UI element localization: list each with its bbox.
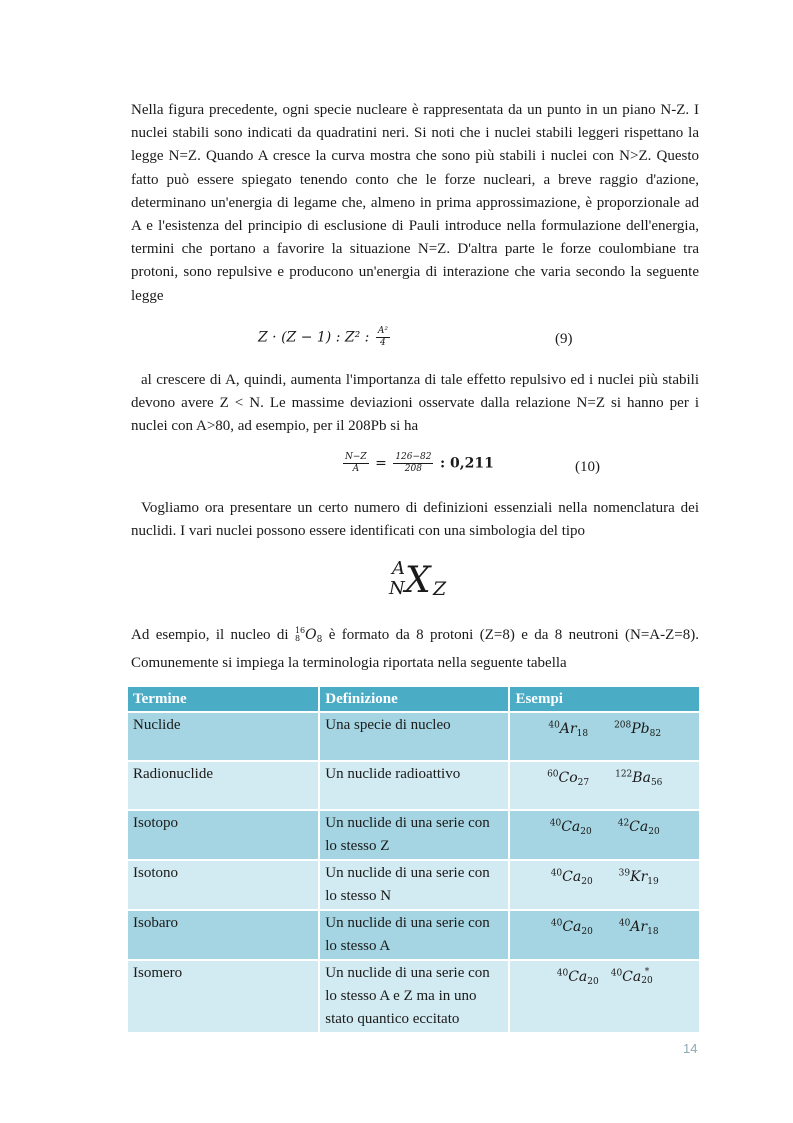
equation-10-result: : 0,211 xyxy=(439,455,494,472)
inline-oxygen-nucleus xyxy=(295,627,322,643)
equation-10-equals: = xyxy=(375,455,387,472)
equation-9 xyxy=(258,326,392,349)
nuclide-symbol-mass: A xyxy=(392,558,405,579)
paragraph-example xyxy=(131,624,699,675)
equation-10-number: (10) xyxy=(575,459,600,475)
term-cell: Nuclide xyxy=(127,712,319,761)
definition-cell: Un nuclide di una serie con lo stesso Z xyxy=(319,810,509,860)
paragraph-repulsive-text: al crescere di A, quindi, aumenta l'importanza di tale effetto repulsivo ed i nuclei più stabili devono avere Z < N. Le massime deviazioni osservate dalla relazione N=Z si hanno per i nuclei con A>80, ad esempio, per il 208Pb si ha xyxy=(131,372,699,435)
table-row xyxy=(127,860,700,910)
term-cell: Isotopo xyxy=(127,810,319,860)
nuclide-symbol-neutrons: N xyxy=(389,578,405,599)
term-cell: Isotono xyxy=(127,860,319,910)
paragraph-example-before: Ad esempio, il nucleo di xyxy=(131,627,295,643)
paragraph-intro: Nella figura precedente, ogni specie nucleare è rappresentata da un punto in un piano N-Z. I nuclei stabili sono indicati da quadratini neri. Si noti che i nuclei stabili leggeri rispettano la legge N=Z. Quando A cresce la curva mostra che sono più stabili i nuclei con N>Z. Questo fatto può essere spiegato tenendo conto che le forze nucleari, a breve raggio d'azione, determinano un'energia di legame che, almeno in prima approssimazione, è proporzionale ad A e l'esistenza del principio di esclusione di Pauli introduce nella formulazione dell'energia, termini che portano a favorire la situazione N=Z. D'altra parte le forze coulombiane tra protoni, sono repulsive e producono un'energia di interazione che varia secondo la seguente legge xyxy=(131,102,699,304)
example-nuclide: $^{39}Kr_{19}$ xyxy=(618,868,659,887)
example-nuclide: $^{40}Ar_{18}$ xyxy=(548,720,589,739)
inline-nucleus-z: 8 xyxy=(294,634,301,643)
definition-cell: Un nuclide radioattivo xyxy=(319,761,509,810)
nuclide-symbol xyxy=(388,556,458,606)
example-nuclide-excited: $^{40}$Ca * 20 xyxy=(610,966,653,986)
nomenclature-table xyxy=(126,685,701,1034)
header-esempi: Esempi xyxy=(509,686,700,712)
table-header-row xyxy=(127,686,700,712)
examples-cell xyxy=(509,960,700,1033)
definition-cell: Una specie di nucleo xyxy=(319,712,509,761)
equation-10 xyxy=(341,452,494,475)
definition-cell: Un nuclide di una serie con lo stesso A xyxy=(319,910,509,960)
inline-nucleus-element: O xyxy=(305,627,317,643)
example-nuclide: $^{40}Ca_{20}$ xyxy=(550,918,593,937)
example-nuclide: $^{40}Ca_{20}$ xyxy=(556,968,599,987)
equation-10-fraction-1 xyxy=(343,452,369,475)
definition-cell: Un nuclide di una serie con lo stesso A e Z ma in uno stato quantico eccitato xyxy=(319,960,509,1033)
example-nuclide: $^{40}Ca_{20}$ xyxy=(550,868,593,887)
table-row xyxy=(127,712,700,761)
paragraph-repulsive xyxy=(131,369,699,439)
example-nuclide: $^{40}Ar_{18}$ xyxy=(618,918,659,937)
table-row xyxy=(127,960,700,1033)
equation-10-frac2-num: 126−82 xyxy=(395,452,432,462)
example-nuclide: $^{208}Pb_{82}$ xyxy=(614,720,662,739)
table-row xyxy=(127,910,700,960)
equation-10-frac1-den: A xyxy=(352,464,360,474)
equation-9-lhs: Z · (Z − 1) : Z² : xyxy=(258,329,370,346)
term-cell: Radionuclide xyxy=(127,761,319,810)
examples-cell xyxy=(509,761,700,810)
equation-10-frac1-num: N−Z xyxy=(345,452,367,462)
equation-10-frac2-den: 208 xyxy=(404,464,422,474)
header-definizione: Definizione xyxy=(319,686,509,712)
examples-cell xyxy=(509,712,700,761)
nuclide-symbol-protons: Z xyxy=(433,578,447,600)
table-row xyxy=(127,810,700,860)
paragraph-definitions-text: Vogliamo ora presentare un certo numero di definizioni essenziali nella nomenclatura dei nuclidi. I vari nuclei possono essere identificati con una simbologia del tipo xyxy=(131,500,699,540)
example-nuclide: $^{122}Ba_{56}$ xyxy=(615,769,663,788)
definition-cell: Un nuclide di una serie con lo stesso N xyxy=(319,860,509,910)
examples-cell xyxy=(509,860,700,910)
equation-9-numerator: A² xyxy=(377,326,388,336)
example-nuclide: $^{42}Ca_{20}$ xyxy=(617,818,660,837)
equation-9-number: (9) xyxy=(555,331,573,347)
header-termine: Termine xyxy=(127,686,319,712)
example-nuclide: $^{60}Co_{27}$ xyxy=(547,769,590,788)
examples-cell xyxy=(509,810,700,860)
term-cell: Isobaro xyxy=(127,910,319,960)
examples-cell xyxy=(509,910,700,960)
equation-9-denominator: 4 xyxy=(380,338,386,348)
paragraph-example-after: è formato da 8 protoni (Z=8) e da 8 neutroni (N=A-Z=8). Comunemente si impiega la terminologia riportata nella seguente tabella xyxy=(131,627,699,672)
table-row xyxy=(127,761,700,810)
page-number: 14 xyxy=(683,1041,698,1056)
paragraph-definitions xyxy=(131,497,699,543)
equation-10-fraction-2 xyxy=(393,452,433,475)
inline-nucleus-n: 8 xyxy=(316,635,323,645)
nuclide-symbol-element: X xyxy=(405,560,431,601)
term-cell: Isomero xyxy=(127,960,319,1033)
equation-9-fraction xyxy=(376,326,390,349)
example-nuclide: $^{40}Ca_{20}$ xyxy=(549,818,592,837)
inline-nucleus-mass: 16 xyxy=(294,626,306,635)
